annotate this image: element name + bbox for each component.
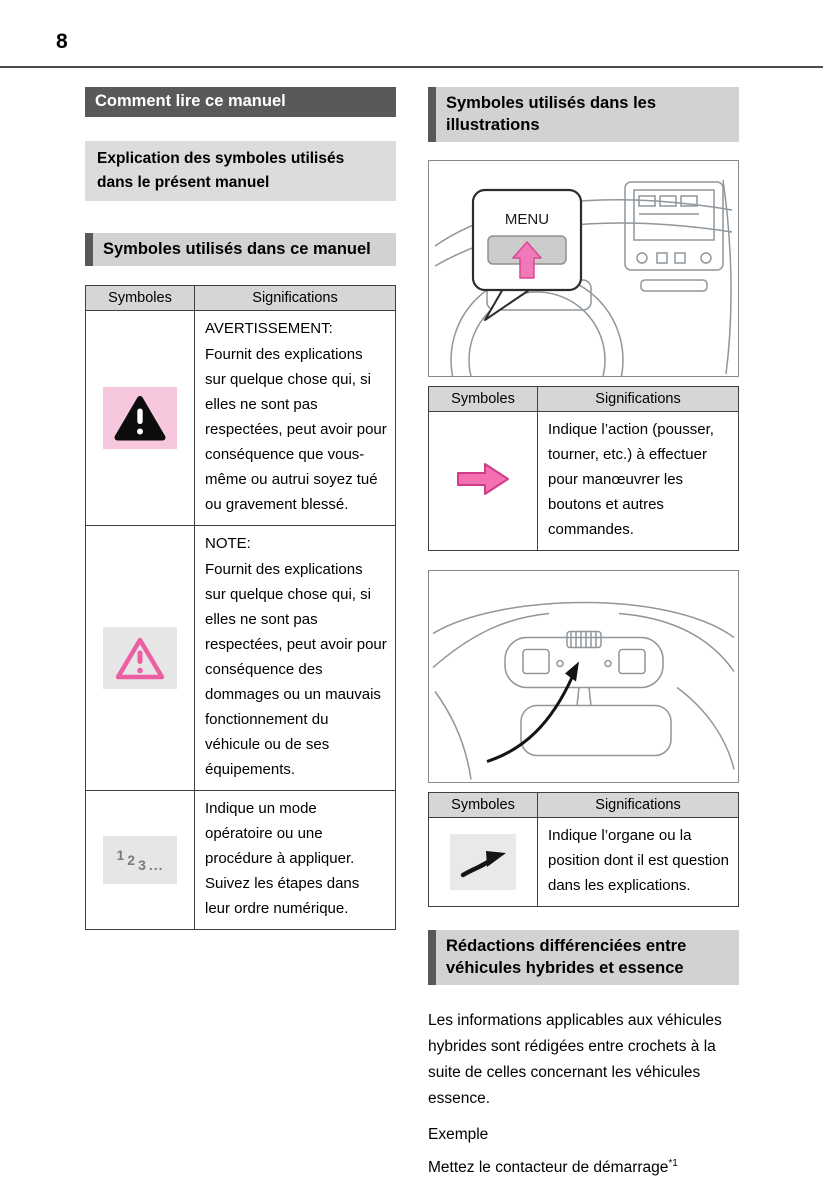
- meaning-cell: [195, 526, 396, 791]
- pointer-swoosh-arrow-icon: [457, 841, 509, 883]
- table-header-row: [86, 286, 396, 311]
- hybrid-petrol-paragraph: Les informations applicables aux véhicules hybrides sont rédigées entre crochets à la suite de celles concernant les véhicules essence.: [428, 1012, 722, 1107]
- right-column: [428, 87, 739, 1177]
- section-header-redactions: [428, 930, 739, 985]
- page-columns: [85, 87, 739, 1177]
- symbol-cell: [86, 311, 195, 526]
- illustration-symbols-table-1: [428, 386, 739, 551]
- intro-box: Explication des symboles utilisés dans le présent manuel: [85, 141, 396, 201]
- swoosh-icon-box: [450, 834, 516, 890]
- caution-triangle-icon: [114, 635, 166, 681]
- overhead-console-drawing: [429, 571, 738, 782]
- meaning-text: Indique l’action (pousser, tourner, etc.) à effectuer pour manœuvrer les boutons et autres commandes.: [548, 421, 714, 538]
- step-digit: 2: [127, 852, 136, 868]
- table-row: [86, 526, 396, 791]
- example-label: Exemple: [428, 1126, 489, 1143]
- meaning-text: Indique un mode opératoire ou une procédure à appliquer. Suivez les étapes dans leur ordre numérique.: [205, 800, 360, 917]
- symbol-cell: [429, 412, 538, 551]
- dashboard-drawing: [429, 161, 738, 376]
- section-accent-bar: [428, 930, 436, 985]
- meaning-text: Indique l’organe ou la position dont il est question dans les explications.: [548, 827, 729, 894]
- warning-triangle-icon: [114, 395, 166, 441]
- section-title: Rédactions différenciées entre véhicules hybrides et essence: [446, 937, 687, 977]
- page-number: 8: [56, 30, 68, 53]
- table-header-row: [429, 793, 739, 818]
- meaning-title: AVERTISSEMENT:: [205, 320, 333, 337]
- symbol-cell: [429, 818, 538, 907]
- example-text: Mettez le contacteur de démarrage: [428, 1159, 669, 1177]
- step-digit: 3: [138, 857, 146, 873]
- symbols-column-header: Symboles: [429, 793, 538, 818]
- section-accent-bar: [85, 233, 93, 266]
- warning-icon-box: [103, 387, 177, 449]
- footnote-marker: *1: [668, 1158, 678, 1169]
- dashboard-menu-illustration: [428, 160, 739, 377]
- section-header-illustration-symbols: [428, 87, 739, 142]
- pointer-arrow-head: [565, 662, 579, 682]
- meaning-cell: [195, 791, 396, 930]
- example-sentence: [428, 1158, 739, 1177]
- section-accent-bar: [428, 87, 436, 142]
- table-row: [86, 311, 396, 526]
- meanings-column-header: Significations: [538, 793, 739, 818]
- section-title: Symboles utilisés dans ce manuel: [103, 240, 371, 258]
- illustration-symbols-table-2: [428, 792, 739, 907]
- symbol-cell: [86, 791, 195, 930]
- meaning-text: Fournit des explications sur quelque chose qui, si elles ne sont pas respectées, peut avoir pour conséquence des dommages ou un mauvais fonctionnement du véhicule ou de ses équipements.: [205, 561, 387, 778]
- meaning-cell: [538, 412, 739, 551]
- manual-symbols-table: [85, 285, 396, 930]
- header-rule: [0, 66, 823, 68]
- caution-icon-box: [103, 627, 177, 689]
- step-digit: 1: [116, 847, 125, 863]
- meanings-column-header: Significations: [538, 387, 739, 412]
- pink-action-arrow-icon: [454, 459, 512, 499]
- chapter-title-bar: Comment lire ce manuel: [85, 87, 396, 117]
- step-ellipsis: ...: [148, 857, 164, 873]
- overhead-console-illustration: [428, 570, 739, 783]
- meanings-column-header: Significations: [195, 286, 396, 311]
- meaning-cell: [195, 311, 396, 526]
- table-row: [429, 412, 739, 551]
- numbered-steps-icon: [103, 836, 177, 884]
- meaning-cell: [538, 818, 739, 907]
- meaning-title: NOTE:: [205, 535, 251, 552]
- left-column: [85, 87, 396, 1177]
- table-row: [429, 818, 739, 907]
- meaning-text: Fournit des explications sur quelque chose qui, si elles ne sont pas respectées, peut avoir pour conséquence que vous-même ou autrui soyez tué ou gravement blessé.: [205, 346, 387, 513]
- symbols-column-header: Symboles: [429, 387, 538, 412]
- table-header-row: [429, 387, 739, 412]
- section-title: Symboles utilisés dans les illustrations: [446, 94, 657, 134]
- table-row: [86, 791, 396, 930]
- symbols-column-header: Symboles: [86, 286, 195, 311]
- menu-button-label: MENU: [504, 211, 550, 228]
- symbol-cell: [86, 526, 195, 791]
- section-header-manual-symbols: [85, 233, 396, 266]
